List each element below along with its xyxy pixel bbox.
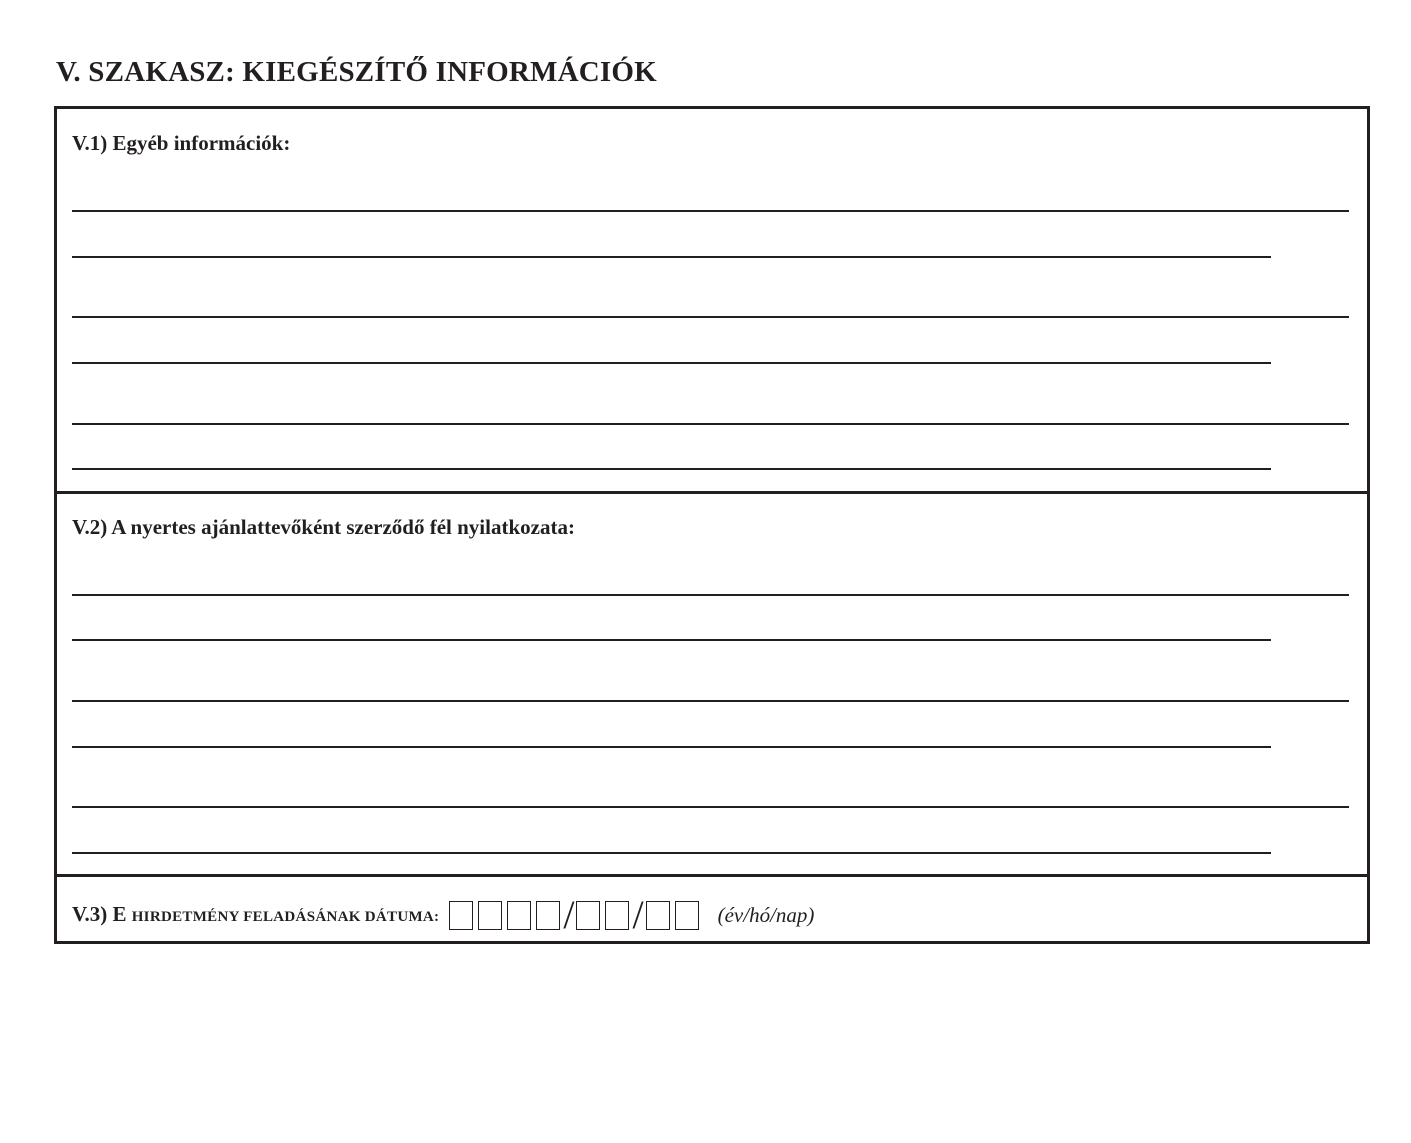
v2-line-6[interactable]	[72, 852, 1271, 854]
day-digit-box-1[interactable]	[646, 901, 670, 930]
v2-label: V.2) A nyertes ajánlattevőként szerződő fél nyilatkozata:	[72, 515, 575, 539]
year-digit-box-1[interactable]	[449, 901, 473, 930]
form-frame	[54, 106, 1370, 944]
v1-v2-divider	[57, 491, 1367, 494]
v3-label	[72, 900, 439, 931]
date-format-hint: (év/hó/nap)	[717, 903, 815, 927]
v1-line-5[interactable]	[72, 423, 1349, 425]
month-digit-box-2[interactable]	[605, 901, 629, 930]
v2-line-1[interactable]	[72, 594, 1349, 596]
v1-label: V.1) Egyéb információk:	[72, 131, 291, 155]
v1-line-2[interactable]	[72, 256, 1271, 258]
v2-line-2[interactable]	[72, 639, 1271, 641]
v1-line-4[interactable]	[72, 362, 1271, 364]
section-title: V. SZAKASZ: KIEGÉSZÍTŐ INFORMÁCIÓK	[56, 56, 657, 88]
date-boxes	[449, 892, 703, 937]
v2-line-5[interactable]	[72, 806, 1349, 808]
year-digit-box-2[interactable]	[478, 901, 502, 930]
v3-date-row	[72, 889, 814, 941]
v2-v3-divider	[57, 874, 1367, 877]
v1-line-6[interactable]	[72, 468, 1271, 470]
month-digit-box-1[interactable]	[576, 901, 600, 930]
date-separator: /	[563, 892, 575, 937]
year-digit-box-3[interactable]	[507, 901, 531, 930]
v1-line-1[interactable]	[72, 210, 1349, 212]
v2-line-3[interactable]	[72, 700, 1349, 702]
v3-label-prefix: V.3) E	[72, 901, 132, 926]
day-digit-box-2[interactable]	[675, 901, 699, 930]
year-digit-box-4[interactable]	[536, 901, 560, 930]
v3-label-smallcaps: HIRDETMÉNY FELADÁSÁNAK DÁTUMA:	[131, 908, 440, 925]
date-separator: /	[632, 892, 644, 937]
v2-line-4[interactable]	[72, 746, 1271, 748]
v1-line-3[interactable]	[72, 316, 1349, 318]
